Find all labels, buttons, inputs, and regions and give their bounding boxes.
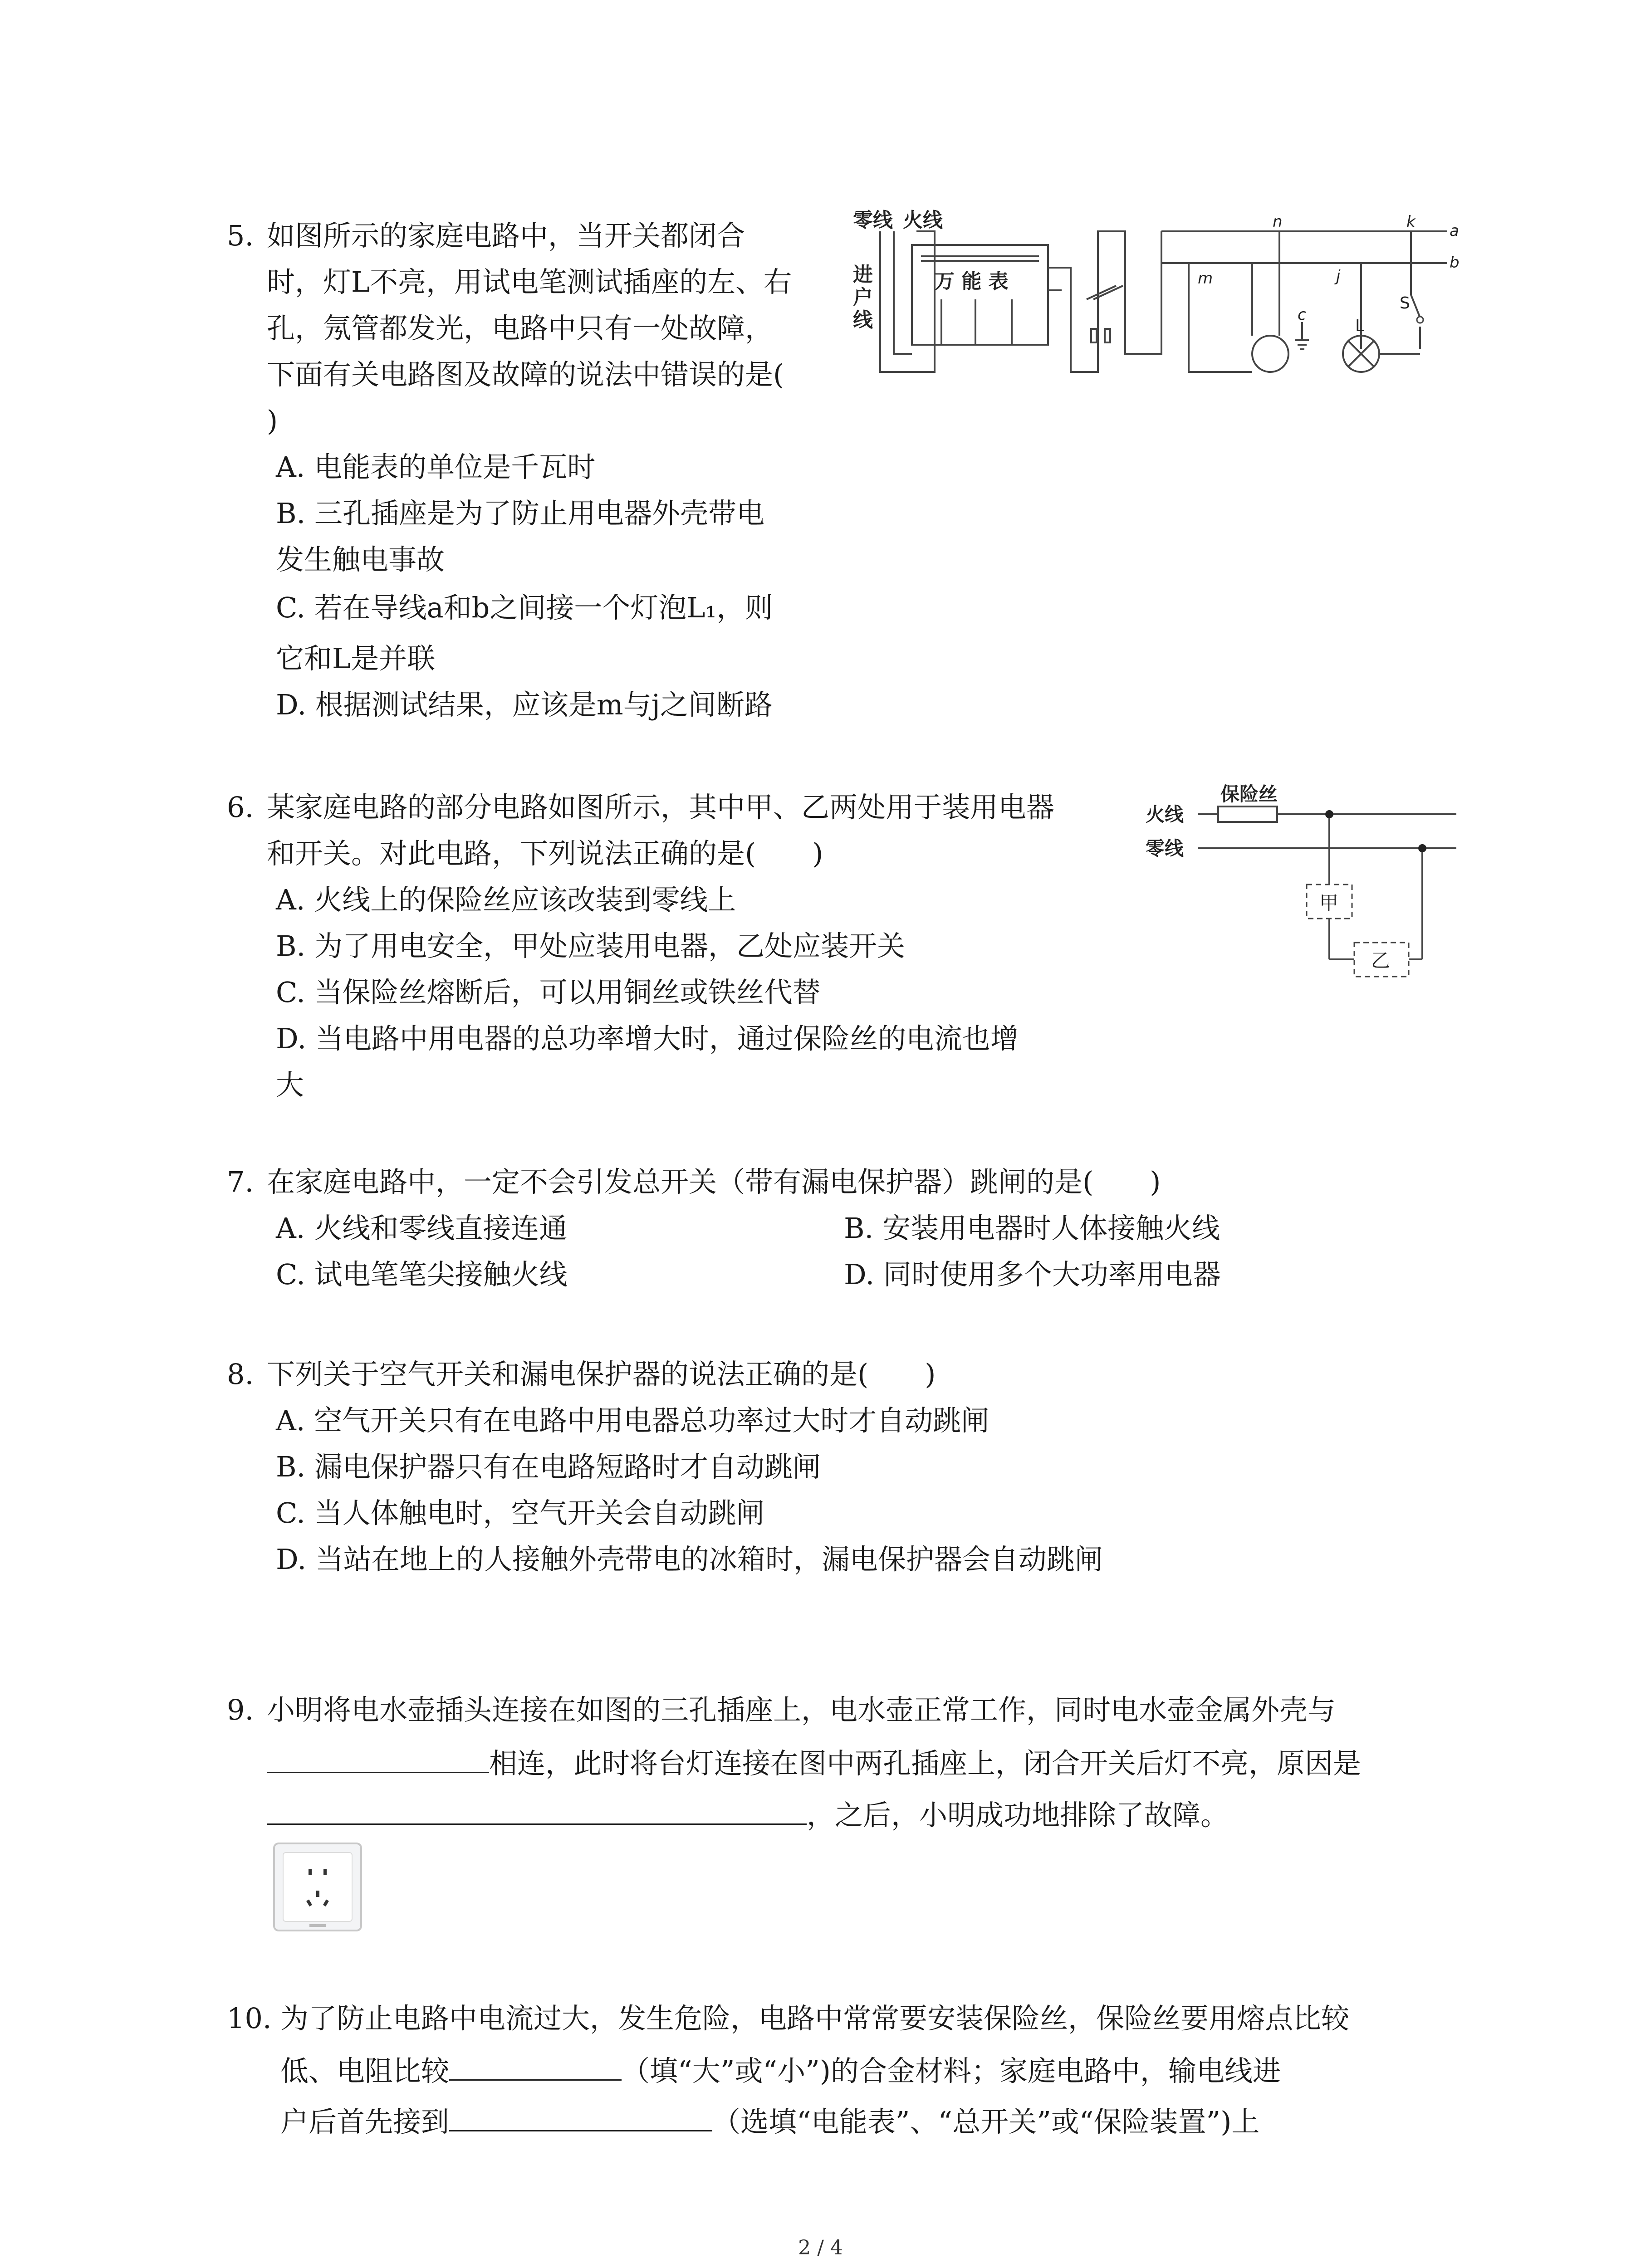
q5-stem-line4: 下面有关电路图及故障的说法中错误的是( [267,358,784,391]
q5-label-b: b [1450,254,1460,272]
q7-stem: 在家庭电路中，一定不会引发总开关（带有漏电保护器）跳闸的是( ) [267,1165,1161,1198]
q7-option-b: B. 安装用电器时人体接触火线 [844,1212,1220,1245]
q9-line3: ，之后，小明成功地排除了故障。 [807,1799,1229,1832]
q6-stem-line2: 和开关。对此电路，下列说法正确的是( ) [267,837,823,870]
q5-inlet-wire [894,231,912,354]
q5-meter-label: 万 能 表 [935,270,1009,293]
q9-number: 9. [227,1693,254,1726]
socket-photo [272,1842,363,1932]
q5-label-c: c [1298,306,1306,324]
q6-label-fuse: 保险丝 [1220,783,1278,805]
q8-option-b: B. 漏电保护器只有在电路短路时才自动跳闸 [276,1450,821,1483]
q9-line1: 小明将电水壶插头连接在如图的三孔插座上，电水壶正常工作，同时电水壶金属外壳与 [267,1693,1336,1726]
q5-socket-icon [1252,336,1288,372]
q8-option-a: A. 空气开关只有在电路中用电器总功率过大时才自动跳闸 [276,1404,989,1437]
q10-line3-wrap [280,2102,1259,2140]
q5-stem-line2: 时，灯L不亮，用试电笔测试插座的左、右 [267,265,792,298]
q10-blank-1[interactable] [449,2051,622,2081]
q5-stem-line1: 如图所示的家庭电路中，当开关都闭合 [267,219,745,252]
q8-option-d: D. 当站在地上的人接触外壳带电的冰箱时，漏电保护器会自动跳闸 [276,1543,1103,1576]
q5-label-L: L [1355,317,1365,335]
q5-option-c-line2: 它和L是并联 [276,642,436,675]
q9-line2: 相连，此时将台灯连接在图中两孔插座上，闭合开关后灯不亮，原因是 [489,1747,1362,1780]
q5-label-m: m [1198,269,1213,288]
q6-fuse [1218,807,1277,822]
q5-option-d: D. 根据测试结果，应该是m与j之间断路 [276,688,773,721]
q5-label-n: n [1273,213,1283,231]
q6-label-yi: 乙 [1371,949,1391,972]
q5-label-neutral: 零线 [853,209,893,232]
q7-number: 7. [227,1165,254,1198]
q10-number: 10. [227,2002,272,2035]
q6-label-jia: 甲 [1319,892,1339,914]
q10-line2b: （填“大”或“小”)的合金材料；家庭电路中，输电线进 [622,2054,1281,2087]
q6-circuit-diagram [1139,780,1465,1002]
q9-line3-wrap [267,1795,1229,1833]
q9-blank-2[interactable] [267,1795,807,1825]
q5-label-inlet-2: 户 [853,286,873,309]
q7-option-a: A. 火线和零线直接连通 [276,1212,568,1245]
q5-circuit-diagram [844,204,1461,404]
q10-line3b: （选填“电能表”、“总开关”或“保险装置”)上 [712,2105,1260,2138]
q5-label-j: j [1336,267,1341,285]
q7-option-c: C. 试电笔笔尖接触火线 [276,1258,568,1291]
q6-option-c: C. 当保险丝熔断后，可以用铜丝或铁丝代替 [276,976,821,1009]
q6-number: 6. [227,791,254,824]
q6-option-d-line1: D. 当电路中用电器的总功率增大时，通过保险丝的电流也增 [276,1022,1019,1055]
q9-blank-1[interactable] [267,1744,489,1773]
q8-number: 8. [227,1358,254,1391]
q6-option-b: B. 为了用电安全，甲处应装用电器，乙处应装开关 [276,929,905,963]
q10-line3a: 户后首先接到 [280,2105,450,2138]
q6-label-neutral: 零线 [1146,837,1184,860]
q10-line1: 为了防止电路中电流过大，发生危险，电路中常常要安装保险丝，保险丝要用熔点比较 [280,2002,1350,2035]
q5-label-k: k [1406,213,1416,231]
q5-number: 5. [227,219,254,252]
q5-label-a: a [1450,222,1459,240]
q5-stem-line3: 孔，氖管都发光，电路中只有一处故障， [267,312,774,345]
q6-option-a: A. 火线上的保险丝应该改装到零线上 [276,883,736,916]
q5-option-b-line1: B. 三孔插座是为了防止用电器外壳带电 [276,497,764,530]
q6-stem-line1: 某家庭电路的部分电路如图所示，其中甲、乙两处用于装用电器 [267,791,1055,824]
q5-label-inlet-3: 线 [853,308,873,332]
q6-option-d-line2: 大 [276,1068,304,1101]
q8-stem: 下列关于空气开关和漏电保护器的说法正确的是( ) [267,1358,936,1391]
page-number: 2 / 4 [798,2236,843,2259]
q5-option-a: A. 电能表的单位是千瓦时 [276,450,596,484]
q8-option-c: C. 当人体触电时，空气开关会自动跳闸 [276,1496,764,1530]
q5-option-b-line2: 发生触电事故 [276,543,445,576]
q5-label-S: S [1400,294,1410,313]
q5-stem-line5: ) [267,404,278,437]
q7-option-d: D. 同时使用多个大功率用电器 [844,1258,1221,1291]
q5-label-live: 火线 [903,209,943,232]
q10-blank-2[interactable] [449,2102,712,2131]
q10-line2a: 低、电阻比较 [280,2054,450,2087]
q5-label-inlet-1: 进 [853,263,873,286]
q10-line2-wrap [280,2051,1281,2089]
q6-label-live: 火线 [1146,803,1184,826]
q9-line2-wrap [267,1744,1361,1782]
q5-option-c-line1: C. 若在导线a和b之间接一个灯泡L₁，则 [276,591,773,624]
